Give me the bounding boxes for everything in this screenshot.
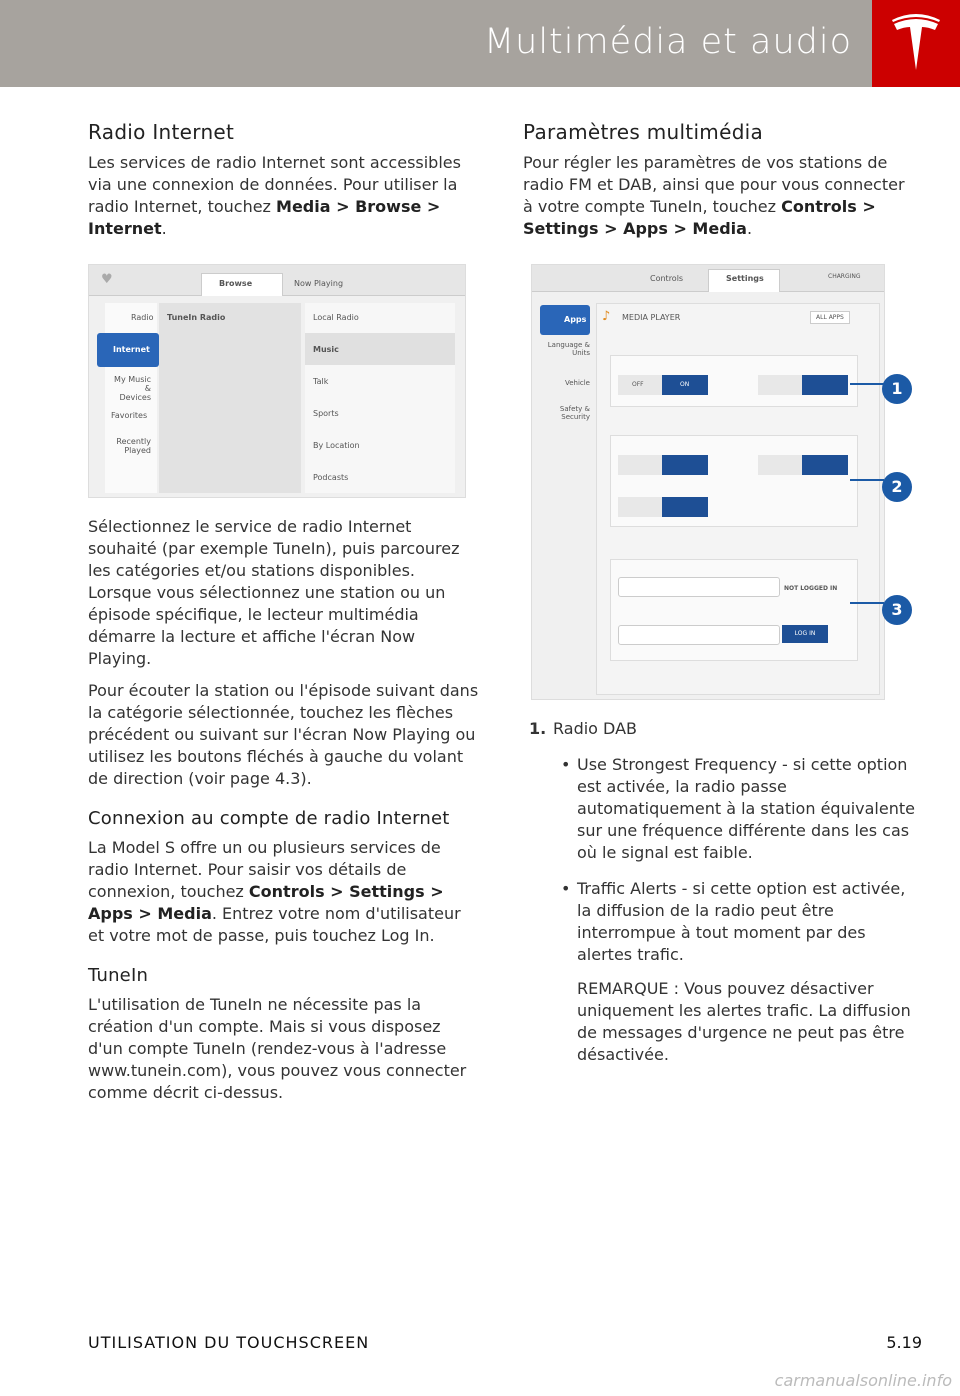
sidebar-language: Language & Units bbox=[547, 341, 590, 357]
settings-screenshot bbox=[531, 264, 885, 700]
sidebar-recently-played: Recently Played bbox=[116, 437, 151, 455]
sidebar-safety: Safety & Security bbox=[559, 405, 590, 421]
sidebar-radio: Radio bbox=[131, 313, 154, 322]
watermark: carmanualsonline.info bbox=[774, 1371, 952, 1390]
music-note-icon: ♪ bbox=[602, 309, 611, 324]
list-podcasts: Podcasts bbox=[313, 473, 349, 482]
section-title-media-settings: Paramètres multimédia bbox=[523, 120, 764, 144]
list-local-radio: Local Radio bbox=[313, 313, 359, 322]
tab-browse: Browse bbox=[219, 279, 253, 288]
paragraph-select-service: Sélectionnez le service de radio Internet souhaité (par exemple TuneIn), puis parcourez les catégories et/ou stations disponibles. Lorsque vous sélectionnez une station ou un épisode spécifique, le lecteur multimédia démarre la lecture et affiche l'écran Now Playing. bbox=[88, 517, 460, 668]
section-title-tunein: TuneIn bbox=[88, 965, 149, 986]
sidebar-apps: Apps bbox=[564, 315, 587, 324]
list-item: 1. Radio DAB • Use Strongest Frequency - si cette option est activée, la radio passe automatiquement à la station équivalente sur une fréquence différente dans les cas où le signal est faible. • Traffic Alerts - si cette option est activée, la diffusion de la radio peut être interrompue à tout moment par des alertes trafic. REMARQUE : Vous pouvez désactiver uniquement les alertes trafic. La diffusion de messages d'urgence ne peut pas être désactivée. bbox=[529, 718, 915, 1066]
tunein-radio-item: TuneIn Radio bbox=[167, 313, 226, 322]
list-by-location: By Location bbox=[313, 441, 360, 450]
right-column bbox=[523, 120, 915, 1080]
sidebar-favorites: Favorites bbox=[111, 411, 148, 420]
sidebar-internet: Internet bbox=[113, 345, 150, 354]
numbered-list bbox=[523, 718, 915, 1066]
tab-now-playing: Now Playing bbox=[294, 279, 344, 288]
paragraph-login: La Model S offre un ou plusieurs services de radio Internet. Pour saisir vos détails de connexion, touchez Controls > Settings > Apps > Media. Entrez votre nom d'utilisateur et votre mot de passe, puis touchez Log In. bbox=[88, 838, 461, 945]
callout-3: 3 bbox=[882, 595, 912, 625]
footer-page-number: 5.19 bbox=[886, 1333, 922, 1352]
all-apps-button: ALL APPS bbox=[810, 311, 850, 324]
browse-screenshot bbox=[88, 264, 466, 498]
login-status: NOT LOGGED IN bbox=[784, 585, 838, 592]
tab-controls: Controls bbox=[650, 274, 684, 283]
bullet-list bbox=[529, 754, 915, 1066]
off-toggle: OFF bbox=[632, 381, 644, 388]
section-title-radio-internet: Radio Internet bbox=[88, 120, 235, 144]
page-title: Multimédia et audio bbox=[483, 22, 852, 62]
page-header bbox=[0, 0, 872, 87]
note-text: REMARQUE : Vous pouvez désactiver uniquement les alertes trafic. La diffusion de messages d'urgence ne peut pas être désactivée. bbox=[577, 979, 911, 1064]
section-title-login: Connexion au compte de radio Internet bbox=[88, 808, 450, 829]
left-column bbox=[88, 120, 480, 1114]
tesla-logo bbox=[872, 0, 960, 87]
bullet-traffic-alerts: • Traffic Alerts - si cette option est activée, la diffusion de la radio peut être interrompue à tout moment par des alertes trafic. REMARQUE : Vous pouvez désactiver uniquement les alertes trafic. La diffusion de messages d'urgence ne peut pas être désactivée. bbox=[577, 878, 915, 1066]
tab-settings: Settings bbox=[726, 274, 764, 283]
list-music: Music bbox=[313, 345, 339, 354]
paragraph-media-settings: Pour régler les paramètres de vos stations de radio FM et DAB, ainsi que pour vous connecter à votre compte TuneIn, touchez Controls > Settings > Apps > Media. bbox=[523, 153, 905, 238]
list-sports: Sports bbox=[313, 409, 339, 418]
panel-title: MEDIA PLAYER bbox=[622, 313, 681, 322]
heart-icon: ♥ bbox=[101, 272, 113, 287]
callout-1: 1 bbox=[882, 374, 912, 404]
sidebar-vehicle: Vehicle bbox=[564, 379, 590, 387]
paragraph-tunein: L'utilisation de TuneIn ne nécessite pas la création d'un compte. Mais si vous disposez d'un compte TuneIn (rendez-vous à l'adresse www.tunein.com), vous pouvez vous connecter comme décrit ci-dessus. bbox=[88, 995, 467, 1102]
paragraph-intro: Les services de radio Internet sont accessibles via une connexion de données. Pour utiliser la radio Internet, touchez Media > Browse > Internet. bbox=[88, 153, 461, 238]
bullet-strongest-frequency: • Use Strongest Frequency - si cette option est activée, la radio passe automatiquement à la station équivalente sur une fréquence différente dans les cas où le signal est faible. bbox=[577, 754, 915, 864]
charging-badge: CHARGING bbox=[828, 273, 861, 280]
paragraph-next-station: Pour écouter la station ou l'épisode suivant dans la catégorie sélectionnée, touchez les flèches précédent ou suivant sur l'écran Now Playing ou utilisez les boutons fléchés à gauche du volant de direction (voir page 4.3). bbox=[88, 681, 479, 788]
footer-section-name: UTILISATION DU TOUCHSCREEN bbox=[88, 1333, 370, 1352]
on-toggle: ON bbox=[680, 381, 690, 388]
callout-2: 2 bbox=[882, 472, 912, 502]
sidebar-my-music: My Music & Devices bbox=[114, 375, 151, 402]
log-in-button: LOG IN bbox=[782, 625, 828, 643]
list-talk: Talk bbox=[313, 377, 329, 386]
tesla-logo-icon bbox=[872, 0, 960, 87]
